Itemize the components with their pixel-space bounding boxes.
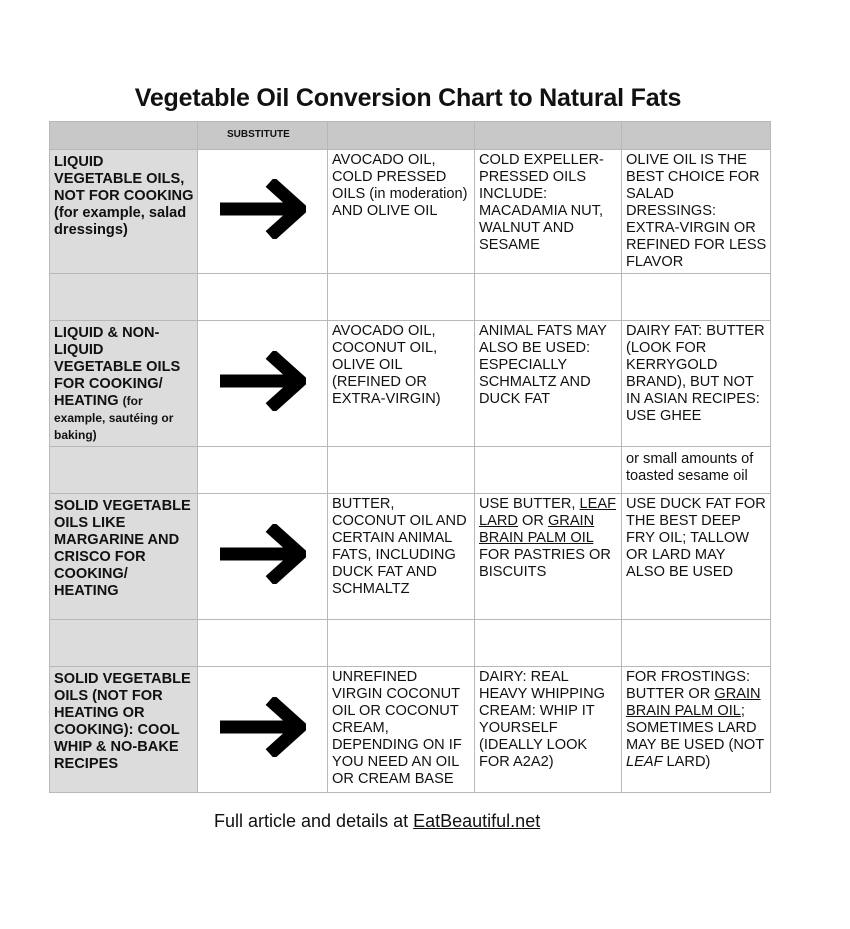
row-label [50,321,198,447]
header-substitute: SUBSTITUTE [198,122,328,150]
header-cell [50,122,198,150]
substitute-cell: AVOCADO OIL, COCONUT OIL, OLIVE OIL (REFINED OR EXTRA-VIRGIN) [328,321,475,447]
substitute-cell: DAIRY: REAL HEAVY WHIPPING CREAM: WHIP IT YOURSELF (IDEALLY LOOK FOR A2A2) [475,667,622,793]
spacer-cell [475,274,622,321]
spacer-row [50,620,771,667]
spacer-row [50,447,771,494]
substitute-cell: COLD EXPELLER-PRESSED OILS INCLUDE: MACADAMIA NUT, WALNUT AND SESAME [475,150,622,274]
substitute-cell: USE DUCK FAT FOR THE BEST DEEP FRY OIL; TALLOW OR LARD MAY ALSO BE USED [622,494,771,620]
table-row [50,150,771,274]
spacer-cell [328,620,475,667]
table-header-row [50,122,771,150]
spacer-cell [328,447,475,494]
spacer-row [50,274,771,321]
row-label: LIQUID VEGETABLE OILS, NOT FOR COOKING (for example, salad dressings) [50,150,198,274]
leaf-lard-text: LEAF LARD [479,496,617,529]
footer-link[interactable]: EatBeautiful.net [413,811,541,831]
grain-brain-palm-oil-text: GRAIN BRAIN PALM OIL [479,513,595,546]
page-title: Vegetable Oil Conversion Chart to Natural Fats [134,84,682,112]
substitute-cell: BUTTER, COCONUT OIL AND CERTAIN ANIMAL FATS, INCLUDING DUCK FAT AND SCHMALTZ [328,494,475,620]
spacer-cell [622,274,771,321]
row-label: SOLID VEGETABLE OILS (NOT FOR HEATING OR COOKING): COOL WHIP & NO-BAKE RECIPES [50,667,198,793]
spacer-cell [198,447,328,494]
arrow-cell [198,321,328,447]
spacer-cell [328,274,475,321]
header-cell [622,122,771,150]
substitute-cell [475,494,622,620]
grain-brain-palm-oil-text: GRAIN BRAIN PALM OIL [626,686,761,719]
cell-text: FOR FROSTINGS: BUTTER OR [626,669,751,702]
cell-text: LARD) [662,754,711,770]
row-label-note: (for example, sautéing or baking) [54,394,174,442]
substitute-cell: AVOCADO OIL, COLD PRESSED OILS (in moderation) AND OLIVE OIL [328,150,475,274]
header-cell [475,122,622,150]
header-cell [328,122,475,150]
substitute-cell: OLIVE OIL IS THE BEST CHOICE FOR SALAD DRESSINGS: EXTRA-VIRGIN OR REFINED FOR LESS FLAVOR [622,150,771,274]
row-label: SOLID VEGETABLE OILS LIKE MARGARINE AND CRISCO FOR COOKING/ HEATING [50,494,198,620]
cell-text: FOR PASTRIES OR BISCUITS [479,547,611,580]
row-label-main: LIQUID & NON-LIQUID VEGETABLE OILS FOR COOKING/ HEATING [54,325,181,409]
conversion-table [49,121,771,793]
substitute-cell: ANIMAL FATS MAY ALSO BE USED: ESPECIALLY SCHMALTZ AND DUCK FAT [475,321,622,447]
footer [214,811,540,832]
spacer-cell [50,274,198,321]
spacer-cell [198,620,328,667]
substitute-cell: UNREFINED VIRGIN COCONUT OIL OR COCONUT CREAM, DEPENDING ON IF YOU NEED AN OIL OR CREAM BASE [328,667,475,793]
leaf-text: LEAF [626,754,663,770]
spacer-cell [622,620,771,667]
right-arrow-icon [220,351,306,411]
substitute-cell: DAIRY FAT: BUTTER (LOOK FOR KERRYGOLD BRAND), BUT NOT IN ASIAN RECIPES: USE GHEE [622,321,771,447]
right-arrow-icon [220,697,306,757]
spacer-cell [475,620,622,667]
substitute-cell [622,667,771,793]
cell-text: ; SOMETIMES LARD MAY BE USED (NOT [626,703,764,753]
spacer-cell [198,274,328,321]
cell-text: USE BUTTER, [479,496,580,512]
footer-text: Full article and details at [214,811,414,831]
table-row [50,667,771,793]
cell-text: OR [517,513,548,529]
table-row [50,494,771,620]
spacer-cell [50,620,198,667]
arrow-cell [198,494,328,620]
right-arrow-icon [220,179,306,239]
spacer-cell [50,447,198,494]
right-arrow-icon [220,524,306,584]
arrow-cell [198,150,328,274]
table-row [50,321,771,447]
arrow-cell [198,667,328,793]
spacer-cell [475,447,622,494]
note-cell: or small amounts of toasted sesame oil [622,447,771,494]
